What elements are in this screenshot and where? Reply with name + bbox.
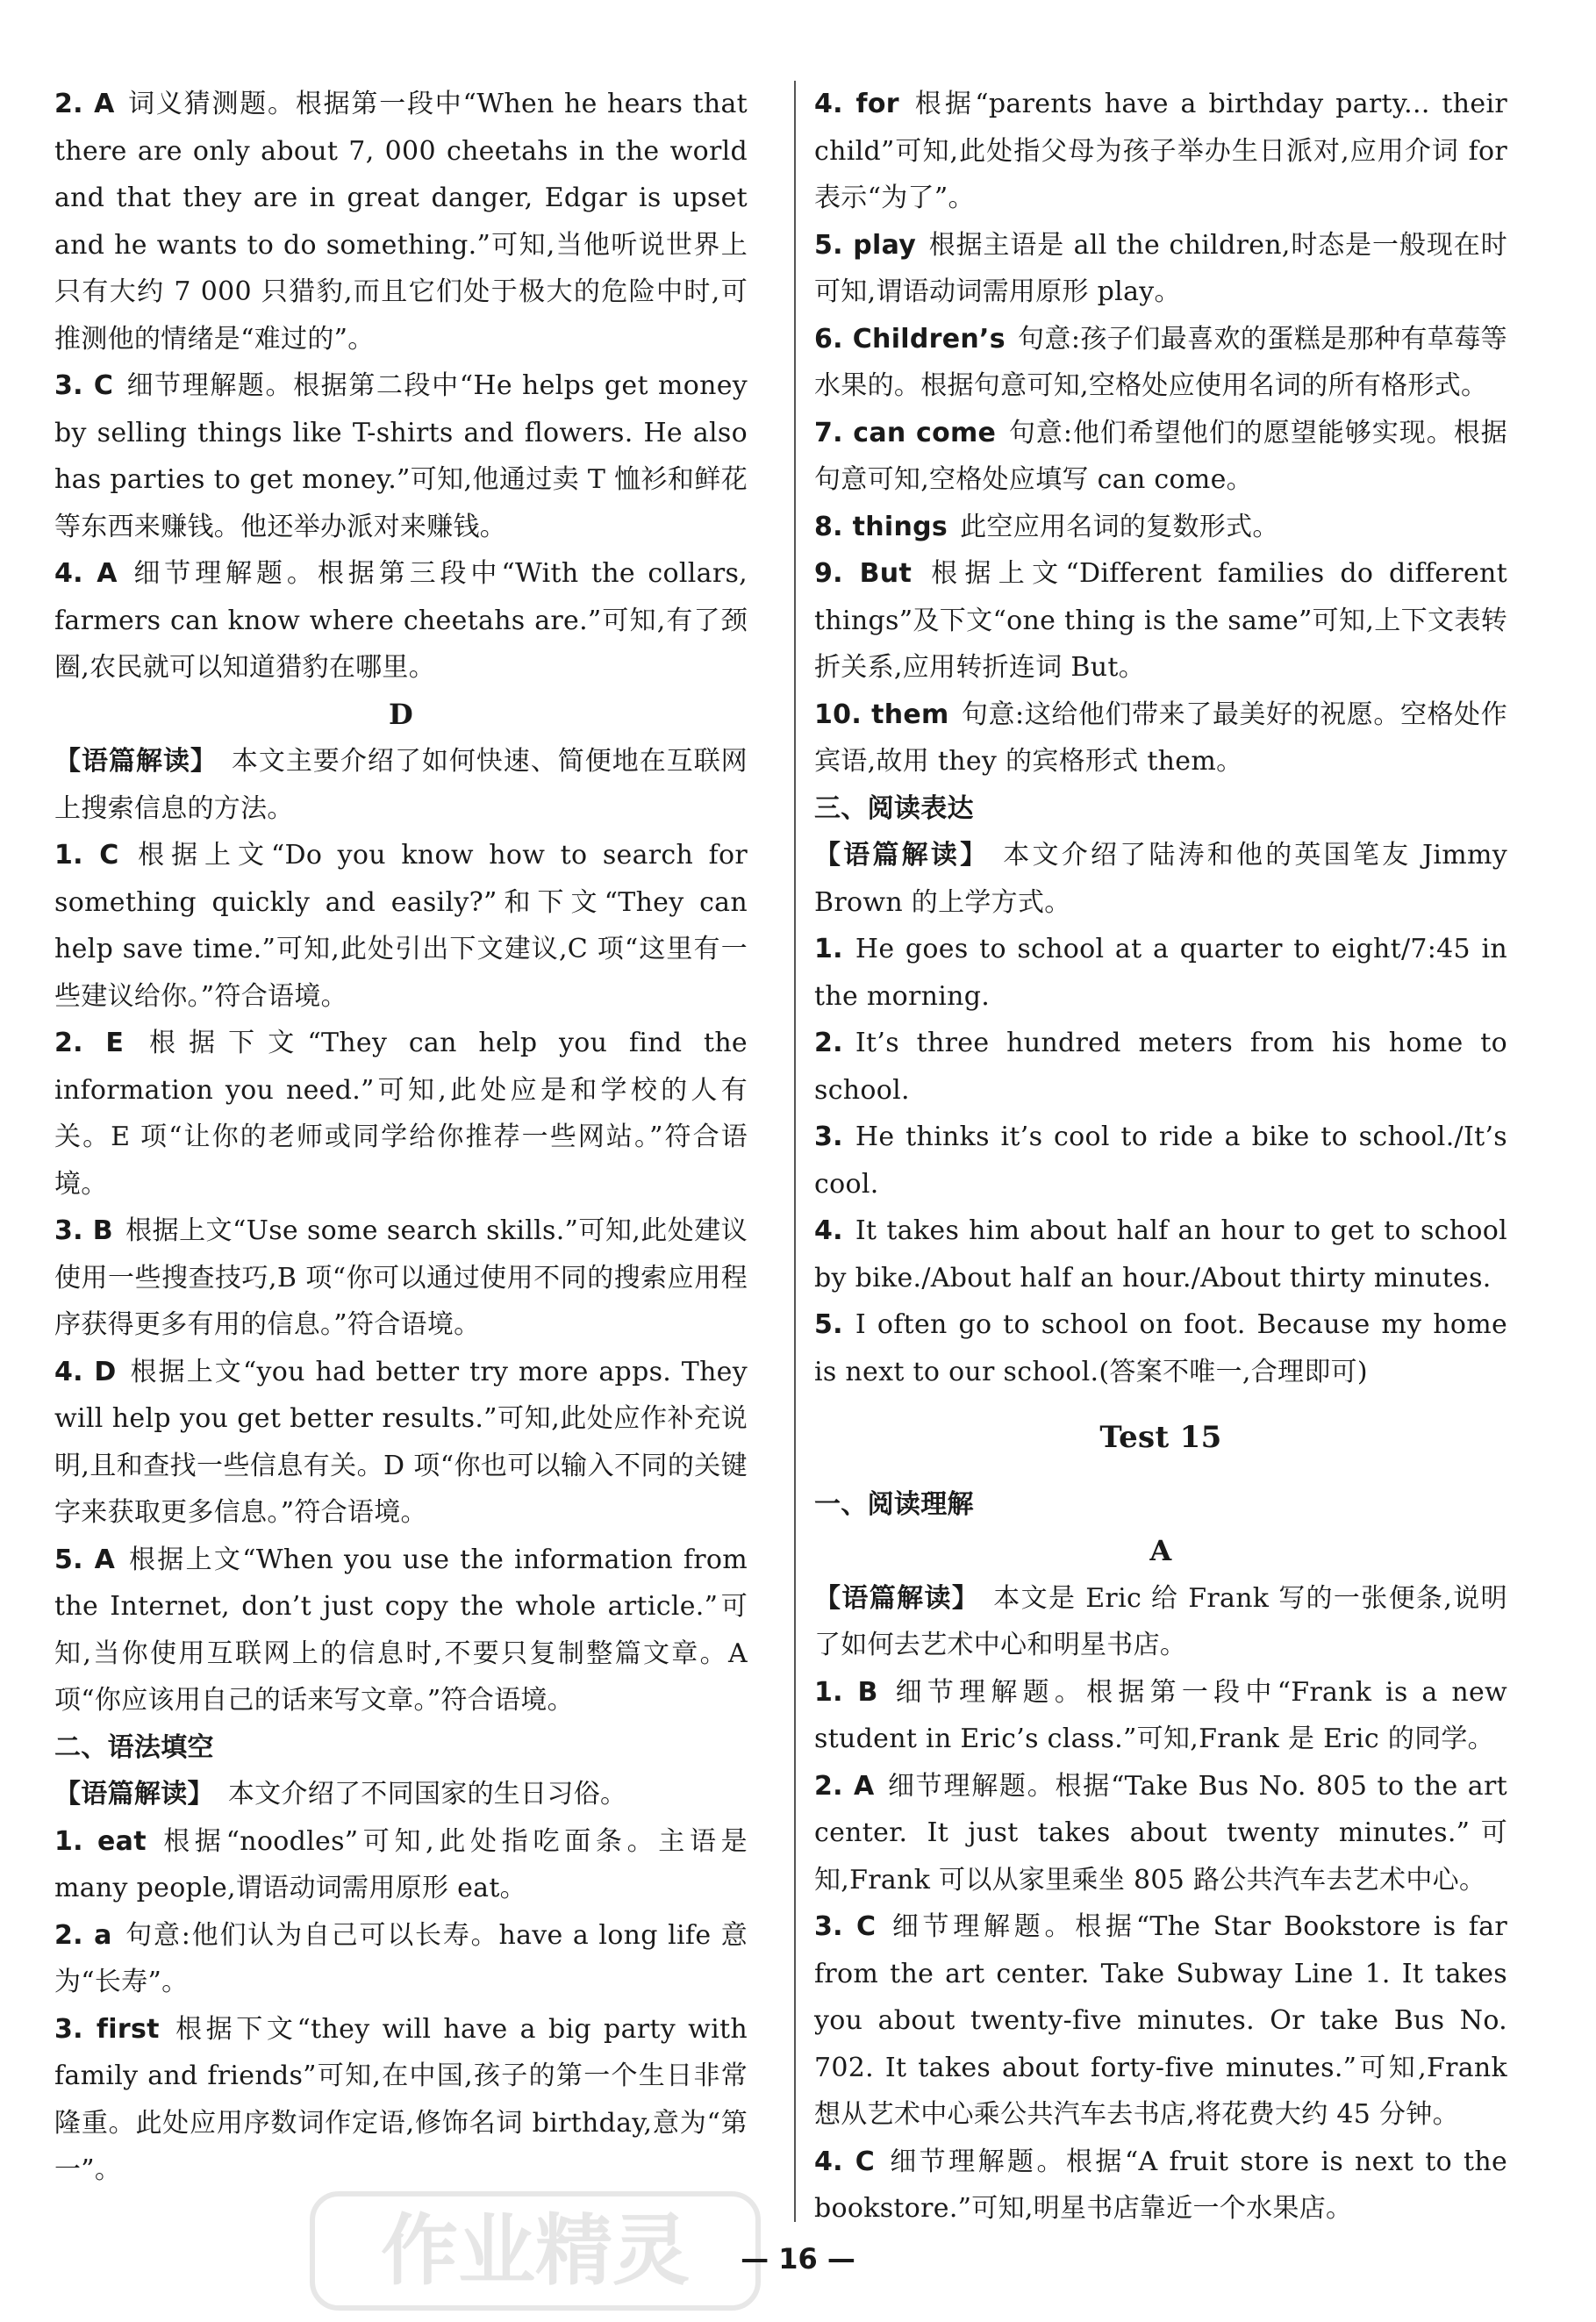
answer-text: 句意:他们希望他们的愿望能够实现。根据句意可知,空格处应填写 can come。 [814,417,1507,495]
answer-number: 3. C [54,370,114,401]
grammar-intro [54,1771,748,1818]
answer-item [54,550,748,692]
test15-intro [814,1575,1507,1669]
answer-text: 句意:他们认为自己可以长寿。have a long life 意为“长寿”。 [54,1919,748,1997]
answer-item [54,1349,748,1537]
answer-number: 7. can come [814,417,997,448]
watermark-text: 作业精灵 [380,2205,691,2296]
intro-text: 本文介绍了不同国家的生日习俗。 [227,1779,627,1810]
answer-item [54,832,748,1020]
answer-item [54,81,748,362]
intro-text: 本文介绍了陆涛和他的英国笔友 Jimmy Brown 的上学方式。 [814,840,1508,918]
intro-label: 【语篇解读】 [814,840,990,871]
answer-item [814,926,1507,1020]
intro-label: 【语篇解读】 [54,1779,214,1810]
answer-number: 2. E [54,1028,125,1058]
answer-item [54,362,748,550]
answer-number: 4. A [54,558,118,589]
answer-text: 根据上文“Do you know how to search for something quickly and easily?”和下文“They can help save time.”可知,此处引出下文建议,C 项“这里有一些建议给你。”符合语境。 [54,840,748,1012]
answer-number: 3. C [814,1911,877,1942]
answer-text: 细节理解题。根据第一段中“Frank is a new student in Eric’s class.”可知,Frank 是 Eric 的同学。 [814,1676,1508,1754]
grammar-section-title: 二、语法填空 [54,1731,214,1763]
answer-number: 5. A [54,1544,116,1575]
answer-item [814,410,1507,504]
answer-text: 细节理解题。根据“The Star Bookstore is far from the art center. Take Subway Line 1. It takes you about twenty-five minutes. Or take Bus No. 702. It takes about forty-five minutes.”可知,Frank 想从艺术中心乘公共汽车去书店,将花费大约 45 分钟。 [814,1911,1507,2130]
intro-label: 【语篇解读】 [54,746,218,777]
answer-number: 2. a [54,1919,112,1951]
page-number: — 16 — [741,2242,855,2275]
answer-item [814,316,1507,410]
answer-item [814,504,1507,551]
intro-text: 本文主要介绍了如何快速、简便地在互联网上搜索信息的方法。 [54,746,748,824]
column-divider [794,81,796,2222]
answer-text: 根据“parents have a birthday party... their child”可知,此处指父母为孩子举办生日派对,应用介词 for 表示“为了”。 [814,89,1507,213]
answer-number: 5. [814,1309,843,1340]
answer-text: 句意:孩子们最喜欢的蛋糕是那种有草莓等水果的。根据句意可知,空格处应使用名词的所有格形式。 [814,323,1507,401]
intro-label: 【语篇解读】 [814,1582,980,1614]
answer-text: 细节理解题。根据“A fruit store is next to the bookstore.”可知,明星书店靠近一个水果店。 [814,2146,1507,2224]
answer-item [54,1912,748,2006]
answer-item [814,1669,1507,1763]
answer-number: 3. B [54,1215,113,1246]
answer-number: 2. A [54,89,115,119]
answer-number: 1. B [814,1676,878,1708]
answer-text: 句意:这给他们带来了最美好的祝愿。空格处作宾语,故用 they 的宾格形式 them。 [814,699,1507,777]
answer-item [814,1301,1507,1395]
answer-number: 6. Children’s [814,323,1006,355]
answer-item [54,1537,748,1724]
answer-number: 9. But [814,558,913,589]
answer-item [814,1763,1507,1904]
right-column [814,81,1507,2232]
answer-number: 8. things [814,511,948,542]
section-a-heading: A [1149,1534,1172,1567]
answer-number: 2. A [814,1770,875,1802]
answer-text: 细节理解题。根据第三段中“With the collars, farmers can know where cheetahs are.”可知,有了颈圈,农民就可以知道猎豹在哪里。 [54,558,748,683]
section-d-heading: D [388,697,414,731]
answer-text: He goes to school at a quarter to eight/7:45 in the morning. [814,934,1507,1012]
answer-number: 4. [814,1215,843,1246]
answer-text: It takes him about half an hour to get to school by bike./About half an hour./About thirty minutes. [814,1215,1507,1294]
answer-item [54,1818,748,1912]
answer-text: 根据主语是 all the children,时态是一般现在时可知,谓语动词需用原形 play。 [814,229,1507,307]
answer-text: 细节理解题。根据第二段中“He helps get money by selling things like T-shirts and flowers. He also has parties to get money.”可知,他通过卖 T 恤衫和鲜花等东西来赚钱。他还举办派对来赚钱。 [54,370,748,542]
answer-number: 2. [814,1028,843,1058]
answer-text: 根据下文“they will have a big party with family and friends”可知,在中国,孩子的第一个生日非常隆重。此处应用序数词作定语,修饰名词 birthday,意为“第一”。 [54,2013,748,2185]
answer-text: 根据“noodles”可知,此处指吃面条。主语是 many people,谓语动词需用原形 eat。 [54,1825,748,1903]
left-column [54,81,748,2194]
answer-number: 1. [814,934,843,964]
answer-text: 根据下文“They can help you find the information you need.”可知,此处应是和学校的人有关。E 项“让你的老师或同学给你推荐一些网站。”符合语境。 [54,1028,748,1200]
answer-item [814,1020,1507,1114]
answer-item [54,1020,748,1208]
intro-text: 本文是 Eric 给 Frank 写的一张便条,说明了如何去艺术中心和明星书店。 [814,1582,1507,1660]
answer-number: 3. first [54,2013,160,2045]
answer-text: 此空应用名词的复数形式。 [960,511,1279,542]
answer-text: 根据上文“When you use the information from the Internet, don’t just copy the whole article.”可知,当你使用互联网上的信息时,不要只复制整篇文章。A 项“你应该用自己的话来写文章。”符合语境。 [54,1544,748,1716]
answer-number: 4. C [814,2146,876,2177]
answer-text: 根据上文“you had better try more apps. They will help you get better results.”可知,此处应作补充说明,且和查找一些信息有关。D 项“你也可以输入不同的关键字来获取更多信息。”符合语境。 [54,1356,748,1528]
answer-text: It’s three hundred meters from his home to school. [814,1028,1507,1106]
answer-item [814,1903,1507,2139]
answer-number: 1. eat [54,1825,147,1857]
answer-text: 根据上文“Use some search skills.”可知,此处建议使用一些搜查技巧,B 项“你可以通过使用不同的搜索应用程序获得更多有用的信息。”符合语境。 [54,1215,748,1340]
answer-item [54,1208,748,1349]
answer-item [814,222,1507,316]
reading-expression-intro [814,832,1507,926]
answer-item [54,2006,748,2194]
answer-number: 5. play [814,229,917,261]
answer-item [814,1208,1507,1301]
answer-item [814,81,1507,222]
answer-text: I often go to school on foot. Because my home is next to our school.(答案不唯一,合理即可) [814,1309,1507,1387]
test-title: Test 15 [1099,1420,1222,1455]
answer-number: 4. for [814,89,899,119]
answer-text: 根据上文“Different families do different things”及下文“one thing is the same”可知,上下文表转折关系,应用转折连词 But。 [814,558,1507,683]
answer-text: 细节理解题。根据“Take Bus No. 805 to the art center. It just takes about twenty minutes.”可知,Frank 可以从家里乘坐 805 路公共汽车去艺术中心。 [814,1770,1507,1896]
reading-section-title: 一、阅读理解 [814,1488,974,1520]
answer-text: 词义猜测题。根据第一段中“When he hears that there are only about 7, 000 cheetahs in the world and that they are in great danger, Edgar is upset and he wants to do something.”可知,当他听说世界上只有大约 7 000 只猎豹,而且它们处于极大的危险中时,可推测他的情绪是“难过的”。 [54,89,748,355]
answer-number: 10. them [814,699,949,730]
answer-item [814,1114,1507,1208]
section-d-intro [54,738,748,832]
answer-text: He thinks it’s cool to ride a bike to school./It’s cool. [814,1122,1507,1200]
answer-item [814,692,1507,785]
answer-number: 1. C [54,840,119,871]
answer-item [814,2139,1507,2232]
answer-item [814,550,1507,692]
reading-expression-title: 三、阅读表达 [814,792,974,824]
answer-number: 4. D [54,1356,117,1387]
answer-number: 3. [814,1122,843,1152]
